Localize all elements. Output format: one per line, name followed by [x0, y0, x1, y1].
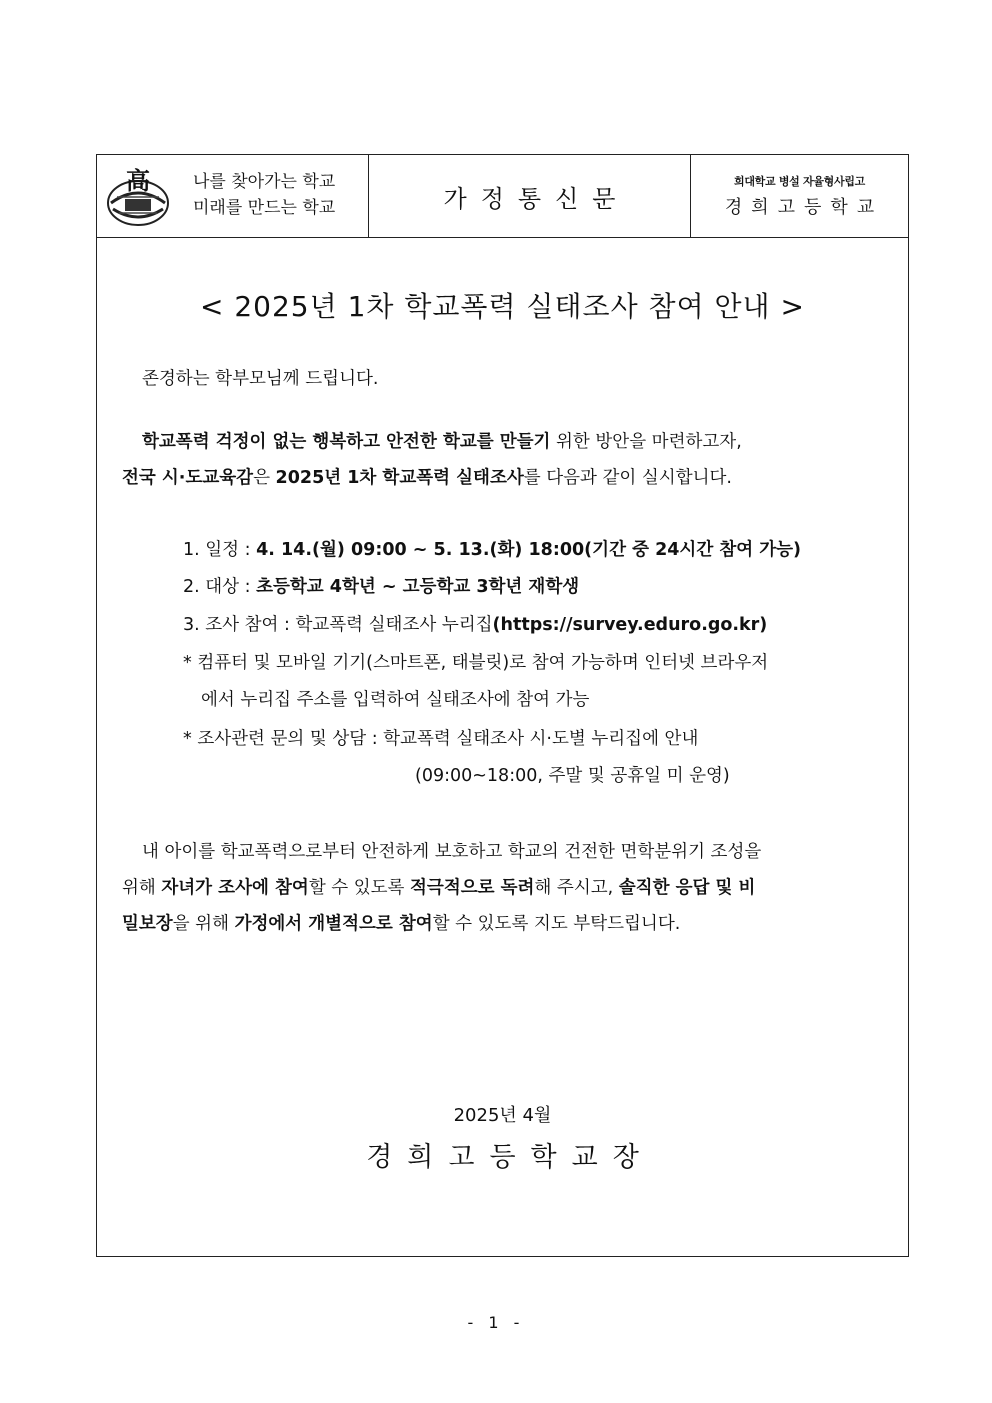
school-name: 경희고등학교 [724, 197, 884, 218]
closing-line3 [122, 912, 680, 936]
emblem-char: 高 [126, 166, 150, 195]
greeting: 존경하는 학부모님께 드립니다. [142, 369, 379, 389]
intro-rest2: 를 다음과 같이 실시합니다. [523, 468, 732, 488]
intro-bold3: 2025년 1차 학교폭력 실태조사 [275, 468, 524, 488]
item1-label: 1. 일정 : [183, 540, 257, 560]
closing-text-d: 을 위해 [172, 914, 235, 934]
intro-mid: 은 [253, 468, 276, 488]
document-frame [96, 154, 909, 1257]
item-schedule [183, 538, 801, 562]
doc-type: 가정통신문 [443, 184, 630, 213]
closing-line2 [122, 876, 755, 900]
survey-url: (https://survey.eduro.go.kr) [492, 615, 768, 635]
school-cell [691, 155, 908, 237]
item2-label: 2. 대상 : [183, 577, 257, 597]
notice-title: < 2025년 1차 학교폭력 실태조사 참여 안내 > [200, 290, 805, 323]
note1-line1: * 컴퓨터 및 모바일 기기(스마트폰, 태블릿)로 참여 가능하며 인터넷 브라우저 [183, 653, 769, 673]
school-emblem-icon [105, 163, 171, 229]
item3-label: 3. 조사 참여 : 학교폭력 실태조사 누리집 [183, 615, 493, 635]
slogan [193, 169, 335, 221]
closing-text-c: 해 주시고, [534, 878, 619, 898]
doc-type-cell [369, 155, 691, 237]
item-target [183, 575, 579, 599]
item-participation [183, 613, 767, 637]
note2-line2: (09:00~18:00, 주말 및 공휴일 미 운영) [415, 766, 730, 786]
closing-bold-d: 밀보장 [122, 914, 173, 934]
closing-bold-e: 가정에서 개별적으로 참여 [234, 914, 433, 934]
intro-rest1: 위한 방안을 마련하고자, [550, 432, 742, 452]
closing-bold-a: 자녀가 조사에 참여 [161, 878, 309, 898]
closing-text-e: 할 수 있도록 지도 부탁드립니다. [432, 914, 681, 934]
intro-line1 [142, 430, 742, 454]
slogan-line1: 나를 찾아가는 학교 [193, 172, 336, 192]
slogan-cell [97, 155, 369, 237]
item1-value: 4. 14.(월) 09:00 ~ 5. 13.(화) 18:00(기간 중 24시간 참여 가능) [256, 540, 802, 560]
closing-bold-b: 적극적으로 독려 [410, 878, 535, 898]
closing-text-a: 위해 [122, 878, 162, 898]
note1-line2: 에서 누리집 주소를 입력하여 실태조사에 참여 가능 [201, 690, 590, 710]
note2-line1: * 조사관련 문의 및 상담 : 학교폭력 실태조사 시·도별 누리집에 안내 [183, 729, 699, 749]
item2-value: 초등학교 4학년 ~ 고등학교 3학년 재학생 [256, 577, 580, 597]
intro-bold1: 학교폭력 걱정이 없는 행복하고 안전한 학교를 만들기 [142, 432, 551, 452]
affiliation: 희대학교 병설 자율형사립고 [734, 175, 865, 188]
intro-line2 [122, 466, 732, 490]
issue-date: 2025년 4월 [453, 1105, 552, 1126]
intro-bold2: 전국 시·도교육감 [122, 468, 254, 488]
closing-line1: 내 아이를 학교폭력으로부터 안전하게 보호하고 학교의 건전한 면학분위기 조성을 [142, 842, 762, 862]
slogan-line2: 미래를 만드는 학교 [193, 198, 336, 218]
letterhead [97, 155, 908, 238]
closing-text-b: 할 수 있도록 [308, 878, 411, 898]
page-number: - 1 - [467, 1313, 525, 1332]
principal-signature: 경희고등학교장 [366, 1142, 654, 1173]
closing-bold-c: 솔직한 응답 및 비 [618, 878, 756, 898]
